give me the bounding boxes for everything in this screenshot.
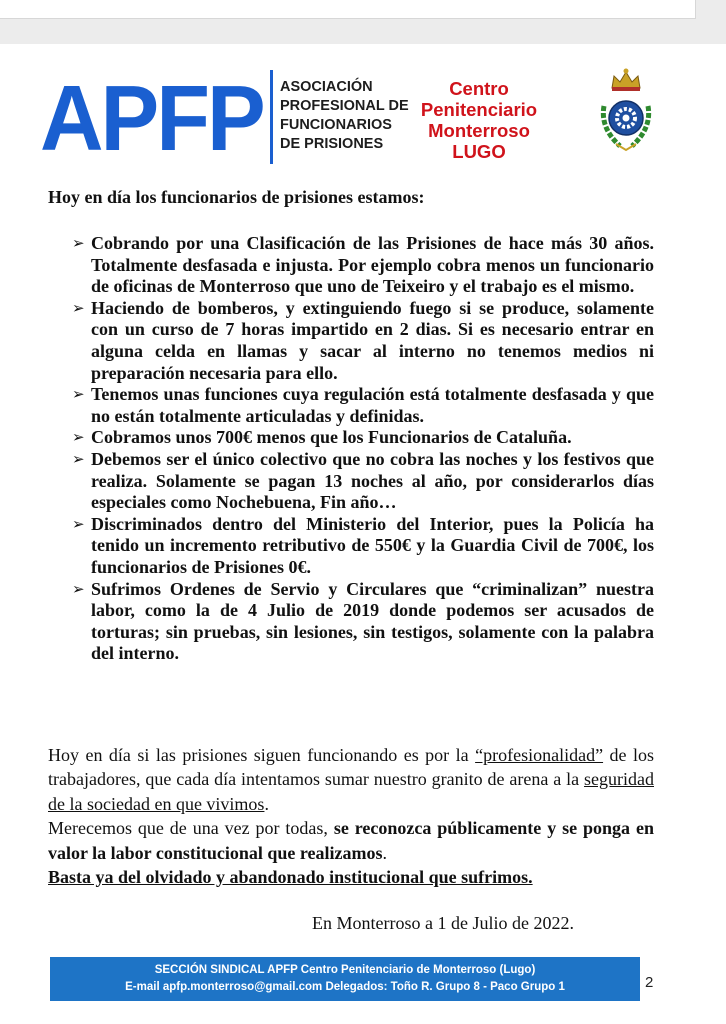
footer-banner	[50, 957, 640, 1001]
list-item: ➢ Cobrando por una Clasificación de las Prisiones de hace más 30 años. Totalmente desfasada e injusta. Por ejemplo cobra menos un funcionario de oficinas de Monterroso que uno de Teixeiro y el trabajo es el mismo.	[72, 233, 654, 297]
apfp-logo: APFP	[40, 65, 263, 170]
grievance-list	[72, 233, 654, 665]
list-item: ➢ Sufrimos Ordenes de Servio y Circulares que “criminalizan” nuestra labor, como la de 4 Julio de 2019 donde podemos ser acusados de torturas; sin pruebas, sin lesiones, sin testigos, solamente con la palabra del interno.	[72, 578, 654, 664]
arrow-bullet-icon: ➢	[72, 514, 85, 533]
closing-paragraph-2: Merecemos que de una vez por todas, se reconozca públicamente y se ponga en valor la labor constitucional que realizamos.	[48, 818, 654, 863]
prison-emblem-icon	[590, 66, 662, 154]
arrow-bullet-icon: ➢	[72, 234, 85, 252]
association-line: ASOCIACIÓN	[280, 79, 373, 95]
association-name	[280, 78, 409, 154]
previous-page-edge	[0, 0, 696, 19]
footer-line-2: E-mail apfp.monterroso@gmail.com Delegados: Toño R. Grupo 8 - Paco Grupo 1	[125, 981, 565, 993]
page-number: 2	[645, 974, 654, 991]
centro-line: Monterroso	[428, 120, 530, 141]
closing-slogan: Basta ya del olvidado y abandonado institucional que sufrimos.	[48, 867, 533, 888]
centro-line: LUGO	[452, 141, 506, 162]
centro-penitenciario-title	[404, 78, 554, 162]
association-line: DE PRISIONES	[280, 136, 384, 152]
centro-line: Penitenciario	[420, 99, 538, 120]
dateline: En Monterroso a 1 de Julio de 2022.	[312, 913, 574, 933]
list-item: ➢ Cobramos unos 700€ menos que los Funcionarios de Cataluña.	[72, 427, 572, 448]
arrow-bullet-icon: ➢	[72, 449, 85, 468]
association-line: FUNCIONARIOS	[280, 117, 392, 133]
centro-line: Centro	[449, 78, 509, 99]
association-line: PROFESIONAL DE	[280, 98, 409, 114]
list-item: ➢ Tenemos unas funciones cuya regulación está totalmente desfasada y que no están totalmente articuladas y definidas.	[72, 384, 654, 426]
document-page	[0, 44, 726, 1024]
arrow-bullet-icon: ➢	[72, 428, 85, 447]
arrow-bullet-icon: ➢	[72, 385, 85, 404]
intro-heading: Hoy en día los funcionarios de prisiones estamos:	[48, 187, 425, 207]
logo-divider	[270, 70, 273, 164]
list-item: ➢ Debemos ser el único colectivo que no cobra las noches y los festivos que realiza. Solamente se pagan 13 noches al año, por considerarlos días especiales como Nochebuena, Fin año…	[72, 448, 654, 513]
list-item: ➢ Discriminados dentro del Ministerio del Interior, pues la Policía ha tenido un incremento retributivo de 550€ y la Guardia Civil de 700€, los funcionarios de Prisiones 0€.	[72, 513, 654, 577]
closing-text	[48, 743, 654, 889]
list-item: ➢ Haciendo de bomberos, y extinguiendo fuego si se produce, solamente con un curso de 7 horas impartido en 2 dias. Si es necesario entrar en alguna celda en llamas y sacar al interno no tenemos medios ni preparación necesaria para ello.	[72, 297, 654, 383]
footer-line-1: SECCIÓN SINDICAL APFP Centro Penitenciario de Monterroso (Lugo)	[154, 964, 536, 976]
arrow-bullet-icon: ➢	[72, 579, 85, 598]
closing-paragraph-1: Hoy en día si las prisiones siguen funcionando es por la “profesionalidad” de los trabajadores, que cada día intentamos sumar nuestro granito de arena a la seguridad de la sociedad en que vivimos.	[48, 745, 655, 814]
arrow-bullet-icon: ➢	[72, 298, 85, 317]
